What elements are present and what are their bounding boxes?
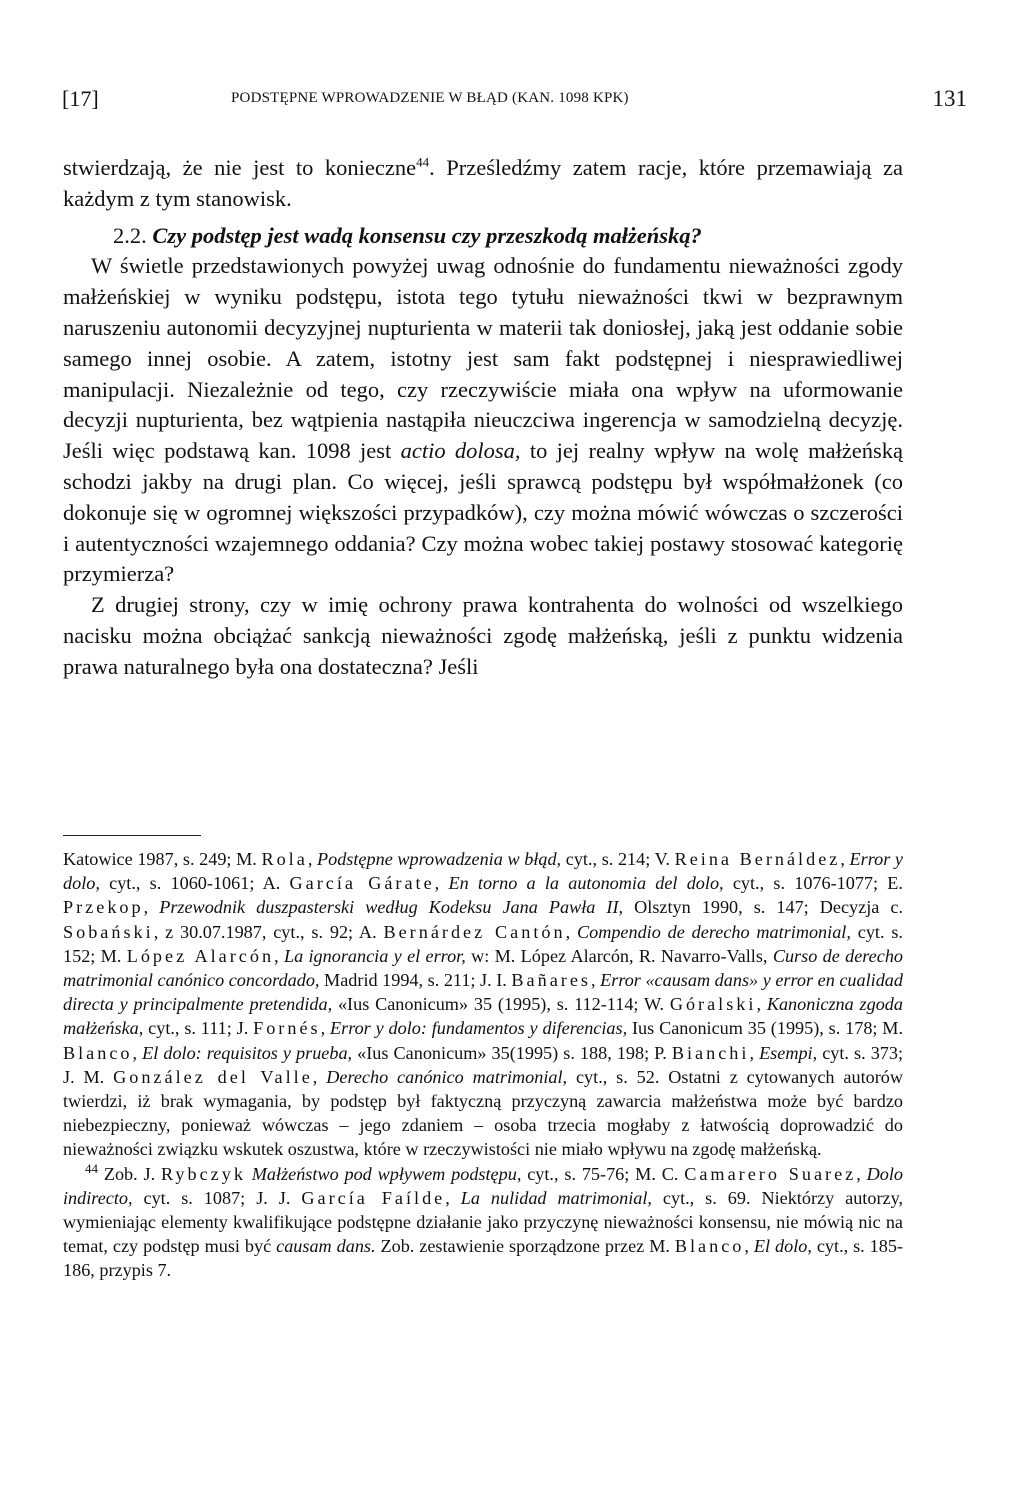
author-name: López Alarcón (126, 945, 275, 966)
footnote-text: cyt., s. 52. Ostatni z cytowanych autorów twierdzi, iż brak wymagania, by podstęp był faktyczną przyczyną zawarcia małżeństwa może być bardzo niebezpieczny, ponieważ wówczas – jego zdaniem – osoba trzecia mogłaby z łatwością doprowadzić do nieważności związku wskutek oszustwa, które w rzeczywistości nie miało wpływu na zgodę małżeńską. (63, 1066, 904, 1160)
work-title: Kanoniczna zgoda małżeńska, (63, 994, 903, 1039)
author-name: Bianchi (671, 1042, 750, 1063)
footnote-text: , (565, 921, 577, 942)
author-name: Bernárdez Cantón (383, 921, 566, 942)
work-title: La nulidad matrimonial, (460, 1187, 652, 1208)
footnote-text: cyt., s. 185-186, przypis 7. (63, 1236, 904, 1281)
footnote-text: «Ius Canonicum» 35(1995) s. 188, 198; P. (352, 1042, 672, 1063)
work-title: El dolo, (753, 1236, 812, 1257)
footnote-text: Zob. J. (98, 1163, 161, 1184)
author-name: Bañares (511, 970, 591, 991)
footnote-43-continuation (63, 847, 903, 1162)
footnote-text: , (434, 873, 449, 894)
footnote-text: , (591, 970, 601, 991)
main-text (63, 153, 903, 683)
footnote-text: , (749, 1042, 760, 1063)
footnote-text: cyt., s. 214; V. (561, 849, 675, 869)
footnote-text: , (143, 897, 160, 918)
author-name: Reina Bernáldez (674, 849, 841, 869)
running-header (62, 86, 967, 116)
footnote-text: , (856, 1163, 867, 1184)
footnote-text: Madrid 1994, s. 211; J. I. (319, 970, 512, 991)
footnote-marker: 44 (85, 1160, 98, 1176)
work-title: Compendio de derecho matrimonial, (576, 921, 851, 942)
footnote-text: , (744, 1236, 754, 1257)
author-name: Rola (261, 849, 308, 869)
footnote-44 (63, 1162, 903, 1283)
footnote-text: , (320, 1018, 330, 1039)
section-number: [17] (62, 86, 99, 111)
footnote-text: cyt. s. 373; J. M. (63, 1042, 904, 1087)
work-title: Esempi, (759, 1042, 818, 1063)
work-title: Podstępne wprowadzenia w błąd, (317, 849, 562, 869)
section-heading: 2.2. Czy podstęp jest wadą konsensu czy przeszkodą małżeńską? (113, 222, 702, 248)
paragraph: W świetle przedstawionych powyżej uwag odnośnie do fundamentu nieważności zgody małżeńskiej w wyniku podstępu, istota tego tytułu nieważności tkwi w bezprawnym naruszeniu autonomii decyzyjnej nupturienta w materii tak doniosłej, jaką jest oddanie sobie samego innej osobie. A zatem, istotny jest sam fakt podstępnej i niesprawiedliwej manipulacji. Niezależnie od tego, czy rzeczywiście miała ona wpływ na uformowanie decyzji nupturienta, bez wątpienia nastąpiła nieuczciwa ingerencja w samodzielną decyzję. Jeśli więc podstawą kan. 1098 jest actio dolosa, to jej realny wpływ na wolę małżeńską schodzi jakby na drugi plan. Co więcej, jeśli sprawcą podstępu był współmałżonek (co dokonuje się w ogromnej większości przypadków), czy można mówić wówczas o szczerości i autentyczności wzajemnego oddania? Czy można wobec takiej postawy stosować kategorię przymierza? (63, 253, 904, 587)
work-title: La ignorancia y el error, (283, 945, 466, 966)
author-name: García Faílde (301, 1187, 446, 1208)
footnote-text: , (445, 1187, 461, 1208)
footnote-text: Ius Canonicum 35 (1995), s. 178; M. (627, 1018, 904, 1039)
work-title: Przewodnik duszpasterski według Kodeksu Jana Pawła II, (159, 897, 624, 918)
footnote-text: Zob. zestawienie sporządzone przez M. (375, 1236, 675, 1257)
footnote-text: Katowice 1987, s. 249; M. (63, 849, 262, 869)
footnote-text: , (756, 994, 767, 1015)
paragraph: Z drugiej strony, czy w imię ochrony prawa kontrahenta do wolności od wszelkiego nacisku można obciążać sankcją nieważności zgodę małżeńską, jeśli z punktu widzenia prawa naturalnego była ona dostateczna? Jeśli (63, 592, 903, 679)
footnote-text: , (132, 1042, 143, 1063)
work-title: Dolo indirecto, (63, 1163, 904, 1208)
footnote-divider (63, 835, 201, 836)
work-title: causam dans. (276, 1236, 376, 1257)
author-name: Góralski (669, 994, 757, 1015)
footnotes (63, 847, 903, 1283)
footnote-text: , z 30.07.1987, cyt., s. 92; A. (153, 921, 384, 942)
work-title: Curso de derecho matrimonial canónico concordado, (63, 945, 904, 991)
footnote-text: cyt., s. 75-76; M. C. (521, 1163, 685, 1184)
section-title: Czy podstęp jest wadą konsensu czy przeszkodą małżeńską? (152, 222, 702, 248)
footnote-text: cyt., s. 1076-1077; E. (723, 873, 903, 894)
work-title: Error «causam dans» y error en cualidad directa y principalmente pretendida, (63, 970, 903, 1015)
footnote-text: cyt., s. 1060-1061; A. (99, 873, 290, 894)
work-title: Error y dolo: fundamentos y diferencias, (330, 1018, 628, 1039)
author-name: Blanco (674, 1236, 745, 1257)
paragraph-continuation: stwierdzają, że nie jest to konieczne$^{44}$. Prześledźmy zatem racje, które przemawiają za każdym z tym stanowisk. (63, 154, 903, 211)
footnote-text: cyt. s. 152; M. (63, 921, 903, 966)
author-name: García Gárate (289, 873, 435, 894)
author-name: Sobański (63, 921, 154, 942)
footnote-text: , (312, 1066, 327, 1087)
page-number: 131 (932, 86, 967, 111)
footnote-text: «Ius Canonicum» 35 (1995), s. 112-114; W. (332, 994, 670, 1015)
work-title: En torno a la autonomia del dolo, (448, 873, 724, 894)
work-title: Error y dolo, (63, 849, 903, 894)
footnote-text: , (840, 849, 850, 869)
author-name: Blanco (63, 1042, 133, 1063)
author-name: González del Valle (113, 1066, 313, 1087)
footnote-text: cyt., s. 111; J. (143, 1018, 254, 1039)
author-name: Rybczyk (160, 1163, 246, 1184)
footnote-text: Olsztyn 1990, s. 147; Decyzja c. (623, 897, 904, 918)
footnote-text: cyt., s. 69. Niektórzy autorzy, wymieniając elementy kwalifikujące podstępne działanie jako przyczynę nieważności konsensu, nie mówią nic na temat, czy podstęp musi być (63, 1187, 904, 1257)
running-title: PODSTĘPNE WPROWADZENIE W BŁĄD (KAN. 1098 KPK) (231, 90, 629, 106)
work-title: Derecho canónico matrimonial, (326, 1066, 568, 1087)
work-title: El dolo: requisitos y prueba, (142, 1042, 353, 1063)
footnote-text: w: M. López Alarcón, R. Navarro-Valls, (465, 945, 773, 966)
author-name: Fornés (253, 1018, 321, 1039)
footnote-ref-44[interactable]: 44 (416, 154, 430, 170)
author-name: Przekop (63, 897, 144, 918)
footnote-text: , (274, 945, 284, 966)
work-title: Małżeństwo pod wpływem podstępu, (251, 1163, 522, 1184)
footnote-text: , (307, 849, 317, 869)
author-name: Camarero Suarez (684, 1163, 857, 1184)
footnote-text: cyt. s. 1087; J. J. (132, 1187, 302, 1208)
